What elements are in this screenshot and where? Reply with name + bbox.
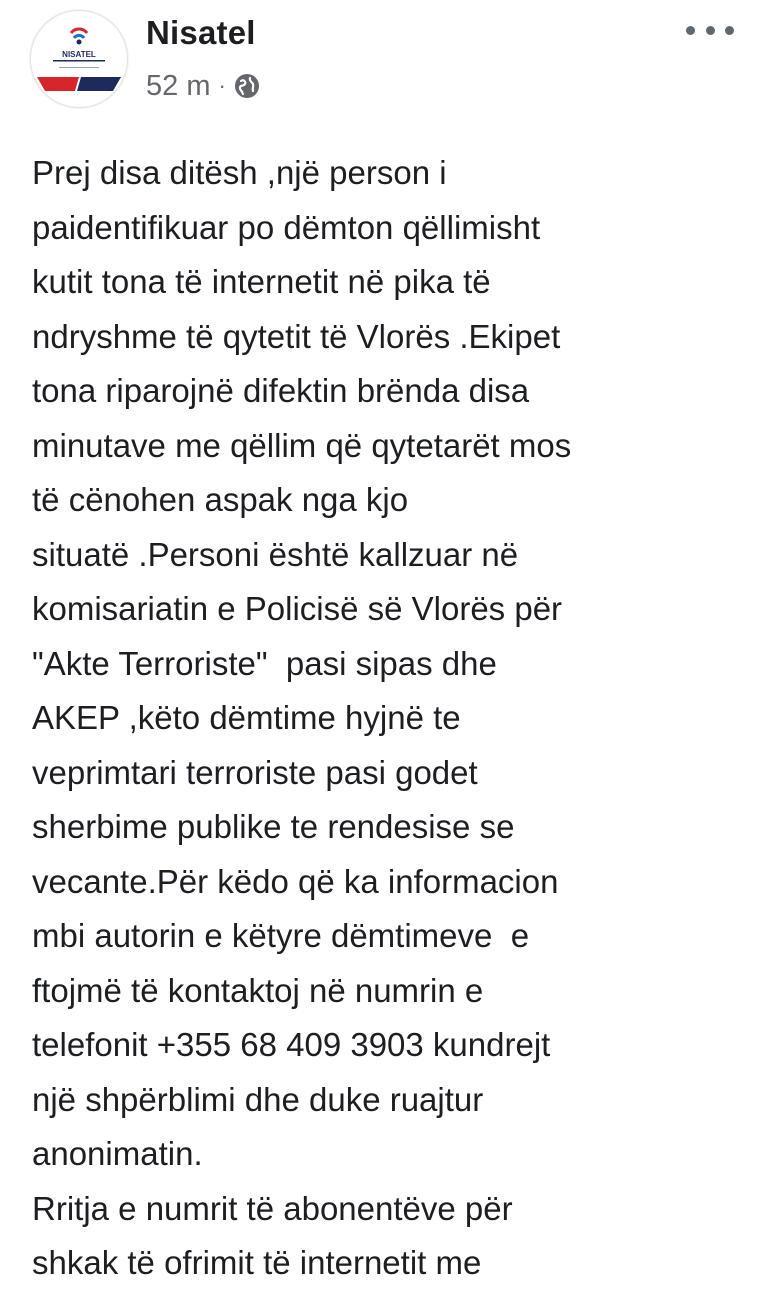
- post-text-line: AKEP ,këto dëmtime hyjnë te: [32, 699, 461, 736]
- post-meta: [146, 66, 260, 106]
- post-text-line: veprimtari terroriste pasi godet: [32, 753, 478, 791]
- post-text-line: mbi autorin e këtyre dëmtimeve e: [32, 917, 530, 954]
- post-header: [0, 0, 768, 130]
- dot: [725, 26, 734, 35]
- post-text-line: kutit tona të internetit në pika të: [32, 263, 491, 300]
- post-text-line: shkak të ofrimit të internetit me: [32, 1244, 482, 1281]
- dot: [686, 26, 695, 35]
- post-text-line: "Akte Terroriste" pasi sipas dhe: [32, 644, 497, 682]
- post-text-line: ndryshme të qytetit të Vlorës .Ekipet: [32, 317, 561, 355]
- nisatel-logo-icon: [31, 11, 127, 107]
- more-options-icon[interactable]: [686, 18, 734, 42]
- post-text-line: një shpërblimi dhe duke ruajtur: [32, 1080, 484, 1118]
- post-text-line: ftojmë të kontaktoj në numrin e: [32, 971, 484, 1009]
- post-text-line: sherbime publike te rendesise se: [32, 808, 515, 845]
- post-text-line: Prej disa ditësh ,një person i: [32, 154, 447, 191]
- post-text-line: tona riparojnë difektin brënda disa: [32, 372, 530, 409]
- post-text-line: komisariatin e Policisë së Vlorës për: [32, 590, 563, 627]
- post-text: [32, 146, 744, 1291]
- post-text-line: Rritja e numrit të abonentëve për: [32, 1189, 513, 1227]
- post-text-line: situatë .Personi është kallzuar në: [32, 535, 519, 573]
- post-text-line: telefonit +355 68 409 3903 kundrejt: [32, 1026, 551, 1063]
- post-text-line: anonimatin.: [32, 1135, 203, 1172]
- post-timestamp[interactable]: 52 m: [146, 69, 211, 102]
- meta-separator: ·: [218, 73, 226, 98]
- page-avatar[interactable]: [30, 10, 128, 108]
- post-text-line: minutave me qëllim që qytetarët mos: [32, 426, 572, 464]
- post-text-line: të cënohen aspak nga kjo: [32, 481, 409, 518]
- globe-icon[interactable]: [234, 73, 260, 99]
- dot: [706, 26, 715, 35]
- avatar-brand-text: NISATEL: [62, 50, 96, 59]
- page-name[interactable]: Nisatel: [146, 14, 256, 51]
- post-text-line: vecante.Për këdo që ka informacion: [32, 862, 559, 900]
- post-text-line: paidentifikuar po dëmton qëllimisht: [32, 208, 541, 246]
